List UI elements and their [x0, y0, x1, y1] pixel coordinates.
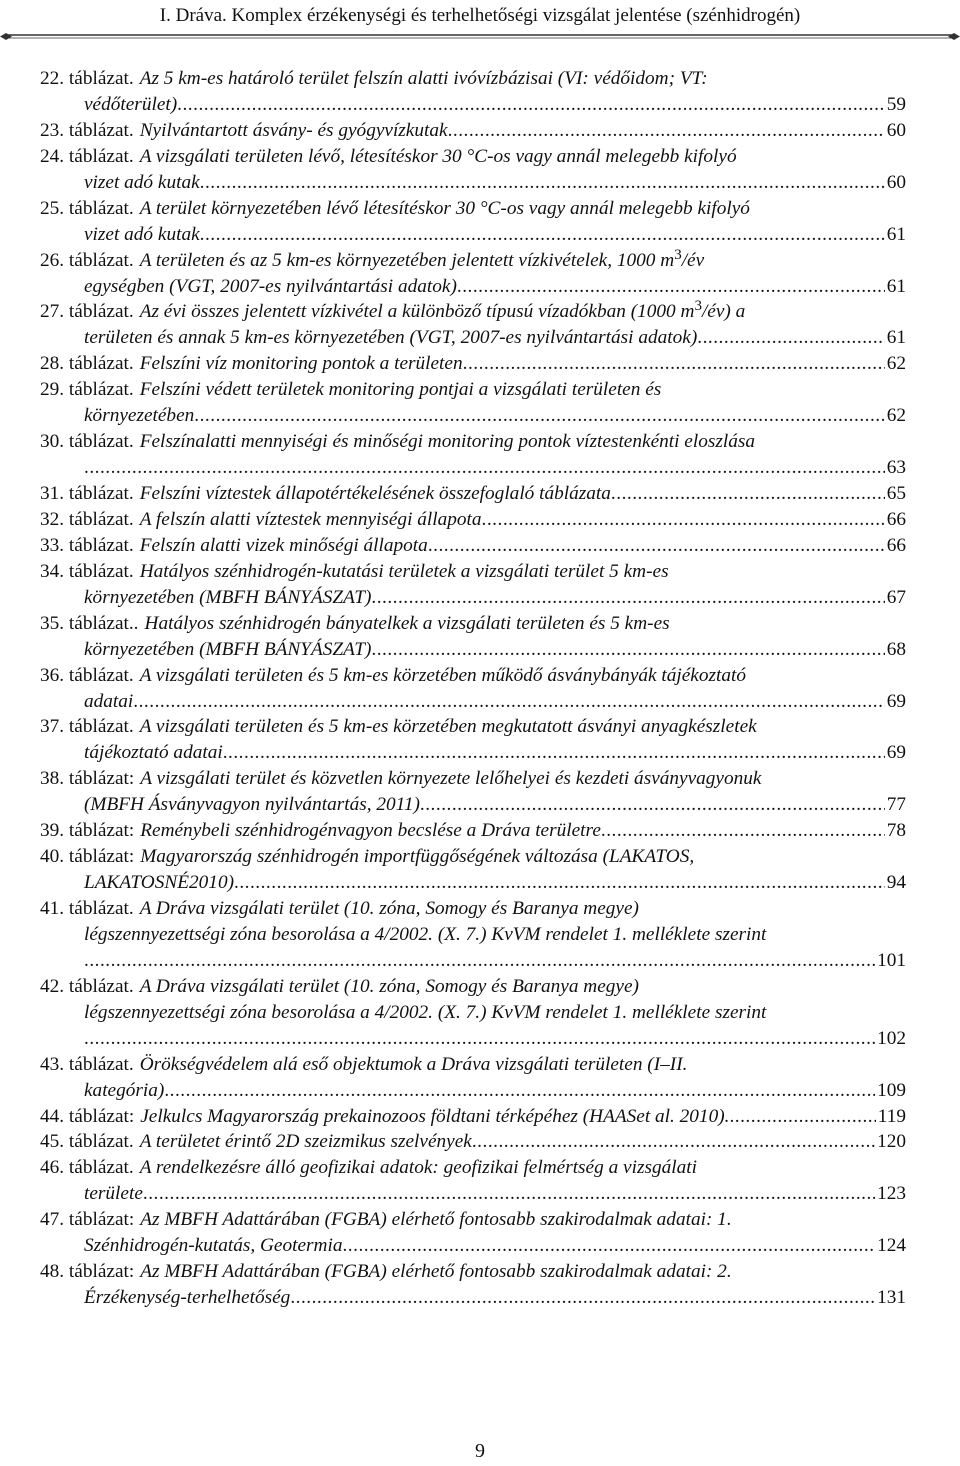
toc-line — [40, 559, 906, 585]
toc-entry-t29[interactable] — [40, 377, 906, 429]
toc-entry-title: A területen és az 5 km-es környezetében jelentett vízkivételek, 1000 m — [139, 249, 675, 271]
toc-line — [40, 222, 906, 248]
toc-entry-number: 28. táblázat. — [40, 353, 134, 375]
toc-entry-t47[interactable] — [40, 1207, 906, 1259]
toc-entry-number: 38. táblázat: — [40, 768, 135, 790]
toc-line — [40, 922, 906, 948]
toc-line — [40, 1052, 906, 1078]
toc-entry-t40[interactable] — [40, 844, 906, 896]
toc-entry-t45[interactable] — [40, 1129, 906, 1155]
toc-line — [40, 896, 906, 922]
toc-entry-title: területen és annak 5 km-es környezetében (VGT, 2007-es nyilvántartási adatok) — [84, 327, 698, 349]
toc-entry-t30[interactable] — [40, 429, 906, 481]
toc-page-number: 77 — [886, 794, 906, 816]
toc-entry-number: 41. táblázat. — [40, 898, 134, 919]
toc-line — [40, 948, 906, 974]
toc-page-number: 61 — [886, 223, 906, 245]
dot-leader — [200, 222, 885, 248]
toc-page-number: 60 — [886, 119, 906, 141]
toc-entry-title: Örökségvédelem alá eső objektumok a Dráva vizsgálati területen (I–II. — [139, 1053, 688, 1075]
toc-line — [40, 377, 906, 403]
toc-entry-t34[interactable] — [40, 559, 906, 611]
dot-leader — [371, 585, 884, 611]
toc-entry-title: Hatályos szénhidrogén-kutatási területek a vizsgálati terület 5 km-es — [139, 560, 669, 582]
toc-entry-t46[interactable] — [40, 1155, 906, 1207]
toc-line — [40, 1078, 906, 1104]
toc-entry-number: 43. táblázat. — [40, 1053, 134, 1075]
toc-line — [40, 1285, 906, 1311]
dot-leader — [420, 792, 885, 818]
dot-leader — [133, 689, 884, 715]
toc-page-number: 65 — [886, 483, 906, 504]
toc-entry-title: légszennyezettségi zóna besorolása a 4/2002. (X. 7.) KvVM rendelet 1. melléklete szerint — [84, 1001, 767, 1023]
dot-leader — [472, 1129, 875, 1155]
toc-entry-title: 2010) — [189, 872, 234, 894]
header-title: I. Dráva. Komplex érzékenységi és terhelhetőségi vizsgálat jelentése (szénhidrogén) — [159, 5, 801, 26]
dot-leader — [611, 481, 885, 507]
toc-entry-title-smallcaps: AAS — [603, 1105, 637, 1127]
toc-line — [40, 144, 906, 170]
toc-entry-title: et al. 2010). — [636, 1105, 730, 1127]
toc-line — [40, 1026, 906, 1052]
toc-entry-number: 22. táblázat. — [40, 68, 134, 89]
toc-page-number: 62 — [886, 405, 906, 427]
toc-entry-number: 24. táblázat. — [40, 145, 134, 167]
toc-line — [40, 1207, 906, 1233]
toc-entry-number: 47. táblázat: — [40, 1209, 135, 1231]
toc-entry-title: A vizsgálati területen és 5 km-es körzetében működő ásványbányák tájékoztató — [139, 664, 747, 686]
toc-entry-number: 46. táblázat. — [40, 1157, 134, 1179]
toc-entry-title: Felszínalatti mennyiségi és minőségi monitoring pontok víztestenkénti eloszlása — [139, 431, 756, 453]
toc-entry-t31[interactable] — [40, 481, 906, 507]
dot-leader — [697, 325, 884, 351]
toc-line — [40, 1129, 906, 1155]
toc-entry-title: A Dráva vizsgálati terület (10. zóna, Somogy és Baranya megye) — [139, 898, 639, 919]
toc-entry-title: /év — [681, 249, 705, 271]
toc-entry-title: területe — [84, 1183, 143, 1205]
toc-entry-number: 35. táblázat.. — [40, 612, 139, 634]
page-header — [0, 0, 960, 40]
toc-entry-title: Az MBFH Adattárában (FGBA) elérhető fontosabb szakirodalmak adatai: 1. — [140, 1209, 732, 1231]
toc-entry-title: légszennyezettségi zóna besorolása a 4/2002. (X. 7.) KvVM rendelet 1. melléklete szerint — [84, 923, 767, 945]
toc-entry-title-smallcaps: AKATOSNÉ — [94, 872, 190, 894]
toc-entry-number: 31. táblázat. — [40, 483, 134, 504]
toc-page-number: 68 — [886, 638, 906, 660]
toc-line — [40, 792, 906, 818]
toc-entry-title: Nyilvántartott ásvány- és gyógyvízkutak — [139, 119, 448, 141]
toc-entry-title: környezetében — [84, 405, 195, 427]
toc-page-number: 63 — [886, 457, 906, 479]
toc-entry-t28[interactable] — [40, 351, 906, 377]
toc-page-number: 59 — [886, 93, 906, 115]
toc-entry-number: 36. táblázat. — [40, 664, 134, 686]
toc-entry-t39[interactable] — [40, 818, 906, 844]
toc-entry-title: Az 5 km-es határoló terület felszín alatti ivóvízbázisai (VI: védőidom; VT: — [139, 68, 708, 89]
toc-entry-title: Reménybeli szénhidrogénvagyon becslése a Dráva területre — [140, 820, 601, 842]
dot-leader — [84, 948, 875, 974]
toc-page-number: 62 — [886, 353, 906, 375]
toc-entry-t25[interactable] — [40, 196, 906, 248]
header-rule-divider — [0, 31, 960, 41]
toc-entry-t32[interactable] — [40, 507, 906, 533]
toc-entry-t36[interactable] — [40, 663, 906, 715]
toc-page-number: 69 — [886, 690, 906, 712]
toc-entry-title: ) — [364, 638, 372, 660]
toc-entry-title: Felszíni védett területek monitoring pontjai a vizsgálati területen és — [139, 379, 662, 401]
toc-entry-number: 40. táblázat: — [40, 846, 135, 868]
toc-entry-title: Magyarország szénhidrogén importfüggőségének változása (L — [140, 846, 620, 868]
dot-leader — [290, 1285, 875, 1311]
dot-leader — [601, 818, 885, 844]
toc-entry-t26[interactable] — [40, 248, 906, 300]
toc-line — [40, 844, 906, 870]
toc-entry-t42[interactable] — [40, 974, 906, 1052]
toc-entry-title: Érzékenység-terhelhetőség — [84, 1287, 291, 1309]
toc-page-number: 131 — [877, 1287, 906, 1309]
toc-page-number: 69 — [886, 742, 906, 764]
toc-line — [40, 403, 906, 429]
toc-page-number: 120 — [877, 1131, 906, 1153]
toc-line — [40, 196, 906, 222]
dot-leader — [371, 637, 884, 663]
toc-entry-number: 27. táblázat. — [40, 301, 134, 323]
toc-line — [40, 585, 906, 611]
superscript-3: 3 — [694, 298, 702, 315]
dot-leader — [164, 1078, 875, 1104]
toc-entry-title: A Dráva vizsgálati terület (10. zóna, Somogy és Baranya megye) — [139, 975, 639, 997]
toc-entry-title: A vizsgálati területen és 5 km-es körzetében megkutatott ásványi anyagkészletek — [139, 716, 757, 738]
toc-entry-title: A vizsgálati terület és közvetlen környezete lelőhelyei és kezdeti ásványvagyonuk — [140, 768, 762, 790]
toc-line — [40, 507, 906, 533]
toc-line — [40, 1155, 906, 1181]
toc-line — [40, 351, 906, 377]
toc-line — [40, 170, 906, 196]
toc-entry-number: 32. táblázat. — [40, 508, 134, 530]
toc-entry-title: kategória) — [84, 1079, 165, 1101]
toc-entry-title: /év) a — [701, 301, 746, 323]
toc-entry-number: 29. táblázat. — [40, 379, 134, 401]
toc-page-number: 109 — [877, 1079, 906, 1101]
toc-entry-title: vizet adó kutak — [84, 223, 200, 245]
toc-entry-title-smallcaps: ÁNYÁSZAT — [275, 638, 365, 660]
toc-entry-number: 34. táblázat. — [40, 560, 134, 582]
dot-leader — [428, 533, 885, 559]
dot-leader — [84, 455, 885, 481]
dot-leader — [194, 403, 884, 429]
toc-entry-title: Jelkulcs Magyarország prekainozoos földtani térképéhez (H — [140, 1105, 604, 1127]
table-of-contents-list — [40, 66, 906, 1311]
dot-leader — [463, 351, 885, 377]
toc-entry-number: 33. táblázat. — [40, 534, 134, 556]
toc-page-number: 67 — [886, 586, 906, 608]
toc-entry-title: Az MBFH Adattárában (FGBA) elérhető fontosabb szakirodalmak adatai: 2. — [140, 1261, 732, 1283]
toc-entry-title: környezetében (MBFH B — [84, 586, 276, 608]
toc-line — [40, 663, 906, 689]
toc-entry-title: környezetében (MBFH B — [84, 638, 276, 660]
toc-page-number: 61 — [886, 327, 906, 349]
toc-page-number: 94 — [886, 872, 906, 894]
toc-entry-number: 45. táblázat. — [40, 1131, 134, 1153]
toc-entry-t37[interactable] — [40, 714, 906, 766]
toc-entry-title: A vizsgálati területen lévő, létesítéskor 30 °C-os vagy annál melegebb kifolyó — [139, 145, 737, 167]
toc-entry-number: 30. táblázat. — [40, 431, 134, 453]
toc-page-number: 119 — [877, 1105, 906, 1127]
toc-line — [40, 118, 906, 144]
toc-entry-number: 48. táblázat: — [40, 1261, 135, 1283]
toc-entry-number: 25. táblázat. — [40, 197, 134, 219]
toc-line — [40, 974, 906, 1000]
toc-line — [40, 766, 906, 792]
toc-entry-title: egységben (VGT, 2007-es nyilvántartási adatok) — [84, 275, 457, 297]
toc-entry-title-smallcaps: AKATOS — [619, 846, 690, 868]
toc-entry-title-smallcaps: ÁNYÁSZAT — [275, 586, 365, 608]
toc-line — [40, 325, 906, 351]
toc-page-number: 123 — [877, 1183, 906, 1205]
toc-entry-title: A területet érintő 2D szeizmikus szelvények — [139, 1131, 472, 1153]
toc-entry-title: , — [689, 846, 695, 868]
toc-line — [40, 92, 906, 118]
toc-entry-title: Felszíni víztestek állapotértékelésének összefoglaló táblázata — [139, 483, 611, 504]
toc-line — [40, 1233, 906, 1259]
toc-line — [40, 714, 906, 740]
toc-entry-t44[interactable] — [40, 1104, 906, 1130]
toc-entry-t38[interactable] — [40, 766, 906, 818]
toc-entry-title: L — [84, 872, 95, 894]
toc-entry-t24[interactable] — [40, 144, 906, 196]
toc-entry-t48[interactable] — [40, 1259, 906, 1311]
toc-line — [40, 611, 906, 637]
toc-entry-title: Felszíni víz monitoring pontok a területen — [139, 353, 463, 375]
dot-leader — [84, 1026, 875, 1052]
dot-leader — [223, 740, 885, 766]
toc-entry-title: (MBFH Ásványvagyon nyilvántartás, 2011) — [84, 794, 420, 816]
toc-entry-number: 23. táblázat. — [40, 119, 134, 141]
dot-leader — [457, 274, 885, 300]
toc-line — [40, 689, 906, 715]
page-number: 9 — [475, 1440, 485, 1462]
toc-line — [40, 637, 906, 663]
toc-entry-t22[interactable] — [40, 66, 906, 118]
dot-leader — [177, 92, 885, 118]
toc-entry-number: 42. táblázat. — [40, 975, 134, 997]
toc-entry-number: 26. táblázat. — [40, 249, 134, 271]
toc-entry-title: Hatályos szénhidrogén bányatelkek a vizsgálati területen és 5 km-es — [144, 612, 670, 634]
toc-line — [40, 740, 906, 766]
toc-line — [40, 66, 906, 92]
toc-line — [40, 248, 906, 274]
toc-line — [40, 1000, 906, 1026]
toc-page-number: 78 — [886, 820, 906, 842]
toc-entry-number: 44. táblázat: — [40, 1105, 135, 1127]
toc-line — [40, 1104, 906, 1130]
toc-entry-title: védőterület) — [84, 93, 178, 115]
toc-entry-t43[interactable] — [40, 1052, 906, 1104]
toc-entry-title: A felszín alatti víztestek mennyiségi állapota — [139, 508, 482, 530]
superscript-3: 3 — [674, 246, 682, 263]
toc-entry-title: adatai — [84, 690, 134, 712]
toc-line — [40, 1259, 906, 1285]
toc-entry-t27[interactable] — [40, 299, 906, 351]
toc-page-number: 102 — [877, 1027, 906, 1049]
toc-page-number: 101 — [877, 949, 906, 971]
toc-line — [40, 1181, 906, 1207]
toc-line — [40, 429, 906, 455]
dot-leader — [729, 1104, 875, 1130]
toc-entry-title: A terület környezetében lévő létesítéskor 30 °C-os vagy annál melegebb kifolyó — [139, 197, 750, 219]
toc-line — [40, 870, 906, 896]
toc-entry-t33[interactable] — [40, 533, 906, 559]
toc-entry-t35[interactable] — [40, 611, 906, 663]
toc-page-number: 124 — [877, 1235, 906, 1257]
toc-line — [40, 481, 906, 507]
toc-entry-title: Az évi összes jelentett vízkivétel a különböző típusú vízadókban (1000 m — [139, 301, 695, 323]
dot-leader — [200, 170, 885, 196]
dot-leader — [482, 507, 885, 533]
toc-entry-t23[interactable] — [40, 118, 906, 144]
toc-line — [40, 274, 906, 300]
toc-entry-number: 39. táblázat: — [40, 820, 135, 842]
toc-page-number: 60 — [886, 171, 906, 193]
toc-line — [40, 533, 906, 559]
toc-entry-title: Szénhidrogén-kutatás, Geotermia — [84, 1235, 343, 1257]
toc-line — [40, 299, 906, 325]
dot-leader — [234, 870, 885, 896]
toc-entry-title: Felszín alatti vizek minőségi állapota — [139, 534, 428, 556]
toc-entry-t41[interactable] — [40, 896, 906, 974]
dot-leader — [342, 1233, 875, 1259]
toc-entry-title: vizet adó kutak — [84, 171, 200, 193]
toc-entry-number: 37. táblázat. — [40, 716, 134, 738]
toc-page-number: 66 — [886, 508, 906, 530]
toc-page-number: 61 — [886, 275, 906, 297]
toc-entry-title: ) — [364, 586, 372, 608]
toc-page-number: 66 — [886, 534, 906, 556]
toc-line — [40, 455, 906, 481]
toc-entry-title: A rendelkezésre álló geofizikai adatok: geofizikai felmértség a vizsgálati — [139, 1157, 697, 1179]
dot-leader — [448, 118, 885, 144]
dot-leader — [143, 1181, 875, 1207]
toc-line — [40, 818, 906, 844]
toc-entry-title: tájékoztató adatai — [84, 742, 223, 764]
